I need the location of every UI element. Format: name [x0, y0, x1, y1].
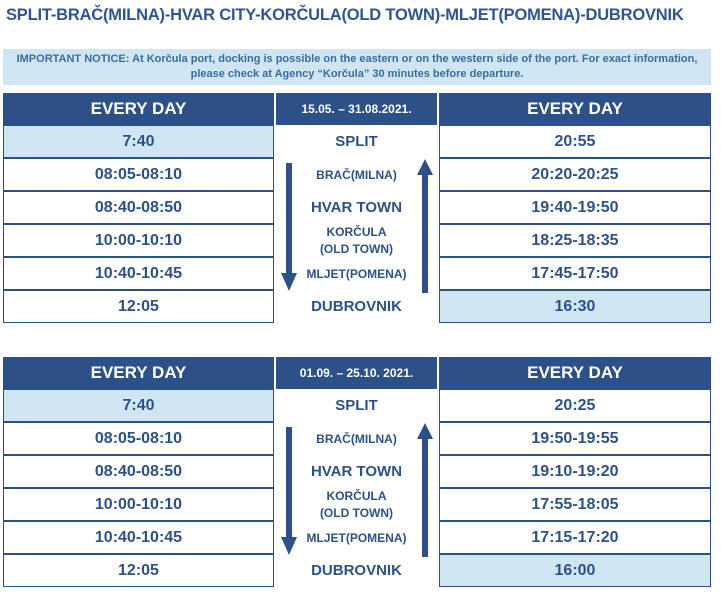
return-time: 20:25 [439, 389, 711, 422]
stop-korcula [274, 224, 439, 257]
outbound-time: 10:40-10:45 [3, 521, 274, 554]
outbound-time: 12:05 [3, 554, 274, 587]
arrow-down-icon [281, 163, 297, 291]
return-time: 18:25-18:35 [439, 224, 711, 257]
stop-brac: BRAČ(MILNA) [316, 431, 397, 446]
route-title: SPLIT-BRAČ(MILNA)-HVAR CITY-KORČULA(OLD TOWN)-MLJET(POMENA)-DUBROVNIK [6, 6, 684, 24]
important-notice [3, 49, 711, 85]
stop-korcula-name: KORČULA [326, 488, 387, 503]
return-time: 17:55-18:05 [439, 488, 711, 521]
stop-hvar: HVAR TOWN [310, 463, 403, 480]
stop-dubrovnik: DUBROVNIK [311, 298, 402, 315]
schedule-autumn [3, 357, 711, 595]
stop-dubrovnik: DUBROVNIK [311, 562, 402, 579]
outbound-time: 08:05-08:10 [3, 158, 274, 191]
stop-split: SPLIT [335, 133, 378, 150]
stop-split: SPLIT [335, 397, 378, 414]
arrow-up-icon [417, 423, 433, 557]
outbound-time: 08:05-08:10 [3, 422, 274, 455]
header-period: 15.05. – 31.08.2021. [274, 93, 439, 125]
schedule-summer [3, 93, 711, 331]
outbound-time: 12:05 [3, 290, 274, 323]
arrow-up-icon [417, 159, 433, 293]
return-time: 19:50-19:55 [439, 422, 711, 455]
arrow-down-icon [281, 427, 297, 555]
stop-mljet: MLJET(POMENA) [306, 530, 407, 545]
outbound-time: 10:40-10:45 [3, 257, 274, 290]
header-outbound: EVERY DAY [3, 93, 274, 125]
notice-text: At Korčula port, docking is possible on the eastern or on the western side of the port. For exact information, please check at Agency “Korčula” 30 minutes before departure. [129, 53, 698, 80]
outbound-time: 7:40 [3, 389, 274, 422]
outbound-time: 10:00-10:10 [3, 488, 274, 521]
stop-korcula-name: KORČULA [326, 224, 387, 239]
return-time: 16:30 [439, 290, 711, 323]
header-period: 01.09. – 25.10. 2021. [274, 357, 439, 389]
return-time: 17:15-17:20 [439, 521, 711, 554]
header-outbound: EVERY DAY [3, 357, 274, 389]
return-time: 17:45-17:50 [439, 257, 711, 290]
outbound-time: 7:40 [3, 125, 274, 158]
stop-korcula [274, 488, 439, 521]
stop-brac: BRAČ(MILNA) [316, 167, 397, 182]
return-time: 20:55 [439, 125, 711, 158]
outbound-time: 08:40-08:50 [3, 191, 274, 224]
return-time: 16:00 [439, 554, 711, 587]
stop-korcula-sub: (OLD TOWN) [319, 505, 394, 520]
stop-mljet: MLJET(POMENA) [306, 266, 407, 281]
outbound-time: 10:00-10:10 [3, 224, 274, 257]
stop-hvar: HVAR TOWN [310, 199, 403, 216]
header-return: EVERY DAY [439, 93, 711, 125]
outbound-time: 08:40-08:50 [3, 455, 274, 488]
return-time: 19:40-19:50 [439, 191, 711, 224]
notice-label: IMPORTANT NOTICE: [16, 53, 130, 65]
return-time: 20:20-20:25 [439, 158, 711, 191]
return-time: 19:10-19:20 [439, 455, 711, 488]
stop-korcula-sub: (OLD TOWN) [319, 241, 394, 256]
header-return: EVERY DAY [439, 357, 711, 389]
